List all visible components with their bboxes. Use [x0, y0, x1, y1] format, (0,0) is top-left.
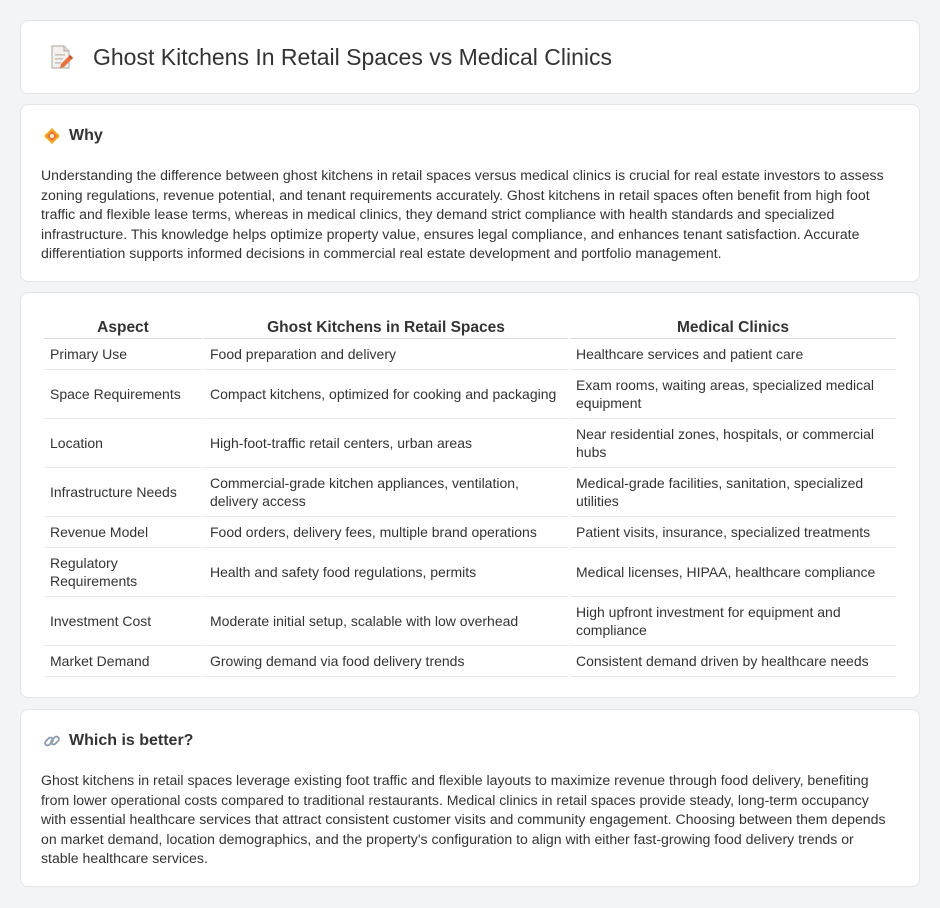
medical-clinic-cell: Exam rooms, waiting areas, specialized medical equipment [570, 370, 896, 419]
table-row [44, 548, 896, 597]
medical-clinic-cell: High upfront investment for equipment and compliance [570, 597, 896, 646]
ghost-kitchen-cell: Compact kitchens, optimized for cooking and packaging [204, 370, 568, 419]
why-heading [43, 127, 103, 145]
aspect-cell: Market Demand [44, 646, 202, 677]
why-text: Understanding the difference between ghost kitchens in retail spaces versus medical clinics is crucial for real estate investors to assess zoning regulations, revenue potential, and tenant requirements accurately. Ghost kitchens in retail spaces often benefit from high foot traffic and flexible lease terms, whereas in medical clinics, they demand strict compliance with health standards and specialized infrastructure. This knowledge helps optimize property value, ensures legal compliance, and enhances tenant satisfaction. Accurate differentiation supports informed decisions in commercial real estate development and portfolio management. [41, 167, 884, 262]
aspect-cell: Space Requirements [44, 370, 202, 419]
medical-clinic-cell: Consistent demand driven by healthcare needs [570, 646, 896, 677]
table-row [44, 597, 896, 646]
table-row [44, 370, 896, 419]
table-row [44, 646, 896, 677]
document-pencil-icon [47, 43, 75, 71]
ghost-kitchen-cell: Health and safety food regulations, permits [204, 548, 568, 597]
column-header-ghost-kitchens: Ghost Kitchens in Retail Spaces [204, 317, 568, 339]
aspect-cell: Location [44, 419, 202, 468]
table-header-row [44, 317, 896, 339]
ghost-kitchen-cell: Commercial-grade kitchen appliances, ventilation, delivery access [204, 468, 568, 517]
aspect-cell: Regulatory Requirements [44, 548, 202, 597]
medical-clinic-cell: Medical licenses, HIPAA, healthcare compliance [570, 548, 896, 597]
page-title: Ghost Kitchens In Retail Spaces vs Medical Clinics [93, 43, 612, 70]
which-is-better-section [20, 709, 920, 887]
medical-clinic-cell: Healthcare services and patient care [570, 339, 896, 370]
link-icon [43, 732, 61, 750]
ghost-kitchen-cell: Moderate initial setup, scalable with low overhead [204, 597, 568, 646]
better-title: Which is better? [69, 732, 194, 749]
medical-clinic-cell: Medical-grade facilities, sanitation, specialized utilities [570, 468, 896, 517]
medical-clinic-cell: Patient visits, insurance, specialized treatments [570, 517, 896, 548]
why-section [20, 104, 920, 282]
table-row [44, 517, 896, 548]
table-row [44, 339, 896, 370]
better-heading [43, 732, 193, 750]
better-text: Ghost kitchens in retail spaces leverage existing foot traffic and flexible layouts to maximize revenue through food delivery, benefiting from lower operational costs compared to traditional restaurants. Medical clinics in retail spaces provide steady, long-term occupancy with essential healthcare services that attract consistent customer visits and community engagement. Choosing between them depends on market demand, location demographics, and the property's configuration to align with either fast-growing food delivery trends or stable healthcare services. [41, 772, 886, 867]
column-header-aspect: Aspect [44, 317, 202, 339]
comparison-table [42, 317, 898, 677]
table-row [44, 419, 896, 468]
aspect-cell: Investment Cost [44, 597, 202, 646]
ghost-kitchen-cell: Food preparation and delivery [204, 339, 568, 370]
header-card [20, 20, 920, 94]
table-row [44, 468, 896, 517]
title-row [47, 43, 612, 71]
ghost-kitchen-cell: Growing demand via food delivery trends [204, 646, 568, 677]
aspect-cell: Revenue Model [44, 517, 202, 548]
column-header-medical-clinics: Medical Clinics [570, 317, 896, 339]
medical-clinic-cell: Near residential zones, hospitals, or commercial hubs [570, 419, 896, 468]
diamond-icon [43, 127, 61, 145]
comparison-section [20, 292, 920, 698]
ghost-kitchen-cell: High-foot-traffic retail centers, urban areas [204, 419, 568, 468]
aspect-cell: Infrastructure Needs [44, 468, 202, 517]
why-title: Why [69, 127, 103, 144]
aspect-cell: Primary Use [44, 339, 202, 370]
ghost-kitchen-cell: Food orders, delivery fees, multiple brand operations [204, 517, 568, 548]
